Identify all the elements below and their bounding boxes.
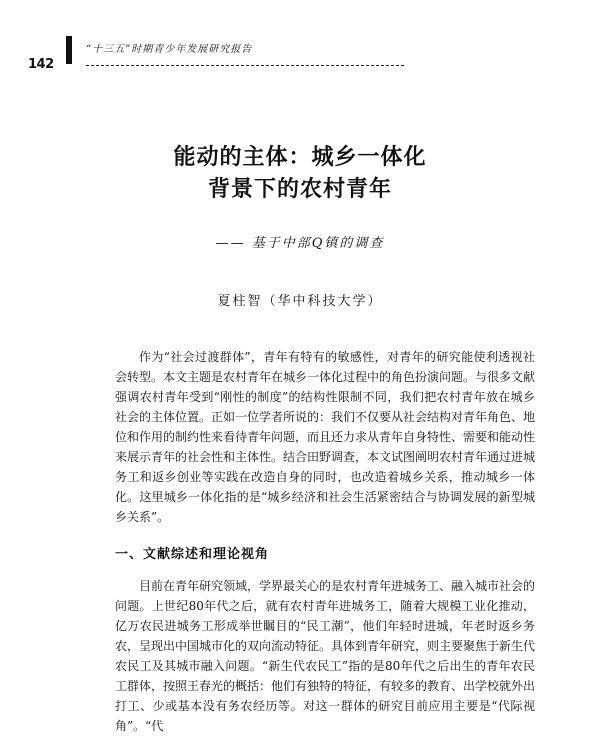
abstract-paragraph: 作为“社会过渡群体”，青年有特有的敏感性，对青年的研究能使利透视社会转型。本文主题是农村青年在城乡一体化过程中的角色扮演问题。与很多文献强调农村青年受到“刚性的制度”的结构性限制不同，我们把农村青年放在城乡社会的主体位置。正如一位学者所说的：我们不仅要从社会结构对青年角色、地位和作用的制约性来看待青年问题，而且还力求从青年自身特性、需要和能动性来展示青年的社会性和主体性。结合田野调查，本文试图阐明农村青年通过进城务工和返乡创业等实践在改造自身的同时，也改造着城乡关系，推动城乡一体化。这里城乡一体化指的是“城乡经济和社会生活紧密结合与协调发展的新型城乡关系”。 — [115, 350, 536, 524]
page-number: 142 — [28, 57, 54, 72]
article-title-line-1: 能动的主体：城乡一体化 — [173, 145, 427, 170]
header-bar — [66, 36, 72, 64]
article-subtitle: —— 基于中部Q镇的调查 — [215, 236, 385, 251]
article-title-line-2: 背景下的农村青年 — [207, 177, 392, 202]
author-line: 夏柱智（华中科技大学） — [217, 294, 383, 309]
header-rule — [86, 65, 404, 66]
running-head: “十三五”时期青少年发展研究报告 — [86, 44, 253, 55]
body-paragraph: 目前在青年研究领域，学界最关心的是农村青年进城务工、融入城市社会的问题。上世纪80年代之后，就有农村青年进城务工，随着大规模工业化推动，亿万农民进城务工形成举世瞩目的“民工潮”，他们年轻时进城，年老时返乡务农，呈现出中国城市化的双向流动特征。具体到青年研究，则主要聚焦于新生代农民工及其城市融入问题。“新生代农民工”指的是80年代之后出生的青年农民工群体，按照王春光的概括：他们有独特的特征，有较多的教育、出学校就外出打工、少或基本没有务农经历等。对这一群体的研究目前应用主要是“代际视角”。“代 — [115, 579, 536, 733]
section-heading: 一、文献综述和理论视角 — [115, 547, 270, 562]
